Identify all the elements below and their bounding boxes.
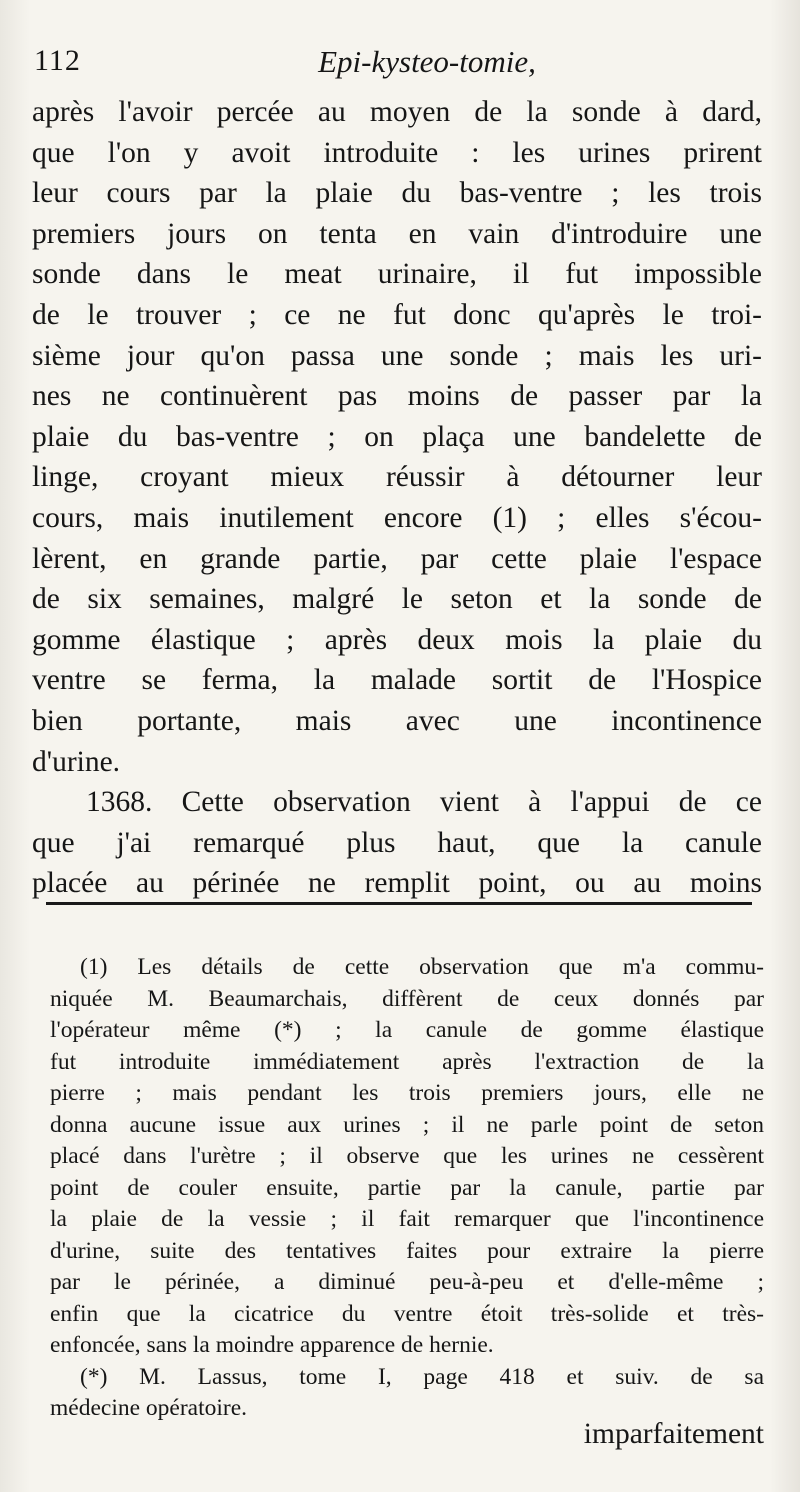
- text-line: plaie du bas-ventre ; on plaça une bandelette de: [32, 420, 762, 453]
- main-text: [32, 92, 762, 904]
- footnote-line: fut introduite immédiatement après l'extraction de la: [50, 1048, 764, 1075]
- footnote-line: placé dans l'urètre ; il observe que les urines ne cessèrent: [50, 1143, 764, 1169]
- footnote-line: point de couler ensuite, partie par la canule, partie par: [50, 1174, 764, 1201]
- text-line: de six semaines, malgré le seton et la sonde de: [32, 583, 762, 616]
- footnote-line: par le périnée, a diminué peu-à-peu et d'elle-même ;: [50, 1269, 764, 1295]
- text-line: après l'avoir percée au moyen de la sonde à dard,: [32, 96, 762, 128]
- text-line: d'urine.: [32, 745, 121, 778]
- footnote-line: niquée M. Beaumarchais, diffèrent de ceux donnés par: [50, 985, 764, 1012]
- footnote-divider: [46, 902, 752, 905]
- footnote-line: pierre ; mais pendant les trois premiers jours, elle ne: [50, 1080, 764, 1106]
- footnote-line: donna aucune issue aux urines ; il ne parle point de seton: [50, 1111, 764, 1138]
- text-line: de le trouver ; ce ne fut donc qu'après le troi-: [32, 298, 762, 331]
- text-line: lèrent, en grande partie, par cette plaie l'espace: [32, 542, 762, 575]
- text-line: gomme élastique ; après deux mois la plaie du: [32, 623, 762, 656]
- paragraph-1368-line: placée au périnée ne remplit point, ou au moins: [32, 867, 762, 900]
- page-number: 112: [34, 44, 81, 77]
- text-line: leur cours par la plaie du bas-ventre ; les trois: [32, 177, 762, 210]
- footnote-line: la plaie de la vessie ; il fait remarquer que l'incontinence: [50, 1206, 764, 1232]
- text-line: cours, mais inutilement encore (1) ; elles s'écou-: [32, 501, 762, 534]
- text-line: ventre se ferma, la malade sortit de l'Hospice: [32, 664, 762, 697]
- catchword: imparfaitement: [583, 1418, 764, 1450]
- text-line: nes ne continuèrent pas moins de passer par la: [32, 380, 762, 413]
- footnote-line: enfoncée, sans la moindre apparence de hernie.: [50, 1332, 494, 1358]
- text-line: sonde dans le meat urinaire, il fut impossible: [32, 258, 762, 291]
- text-line: premiers jours on tenta en vain d'introduire une: [32, 217, 762, 250]
- footnote-line: enfin que la cicatrice du ventre étoit très-solide et très-: [50, 1300, 764, 1327]
- text-line: bien portante, mais avec une incontinence: [32, 704, 762, 737]
- footnote-line: (1) Les détails de cette observation que m'a commu-: [80, 954, 764, 980]
- footnote-line: d'urine, suite des tentatives faites pour extraire la pierre: [50, 1237, 764, 1264]
- text-line: sième jour qu'on passa une sonde ; mais les uri-: [32, 339, 762, 372]
- paragraph-1368-line: que j'ai remarqué plus haut, que la canule: [32, 826, 762, 859]
- text-line: linge, croyant mieux réussir à détourner leur: [32, 461, 762, 494]
- paragraph-1368-line: 1368. Cette observation vient à l'appui de ce: [86, 786, 762, 819]
- page-header: [32, 44, 762, 88]
- footnotes: [50, 952, 764, 1425]
- subnote-line: médecine opératoire.: [50, 1395, 248, 1421]
- footnote-line: l'opérateur même (*) ; la canule de gomme élastique: [50, 1017, 764, 1043]
- running-title: Epi-kysteo-tomie,: [318, 44, 536, 79]
- text-line: que l'on y avoit introduite : les urines prirent: [32, 136, 762, 169]
- subnote-line: (*) M. Lassus, tome I, page 418 et suiv. de sa: [80, 1363, 764, 1390]
